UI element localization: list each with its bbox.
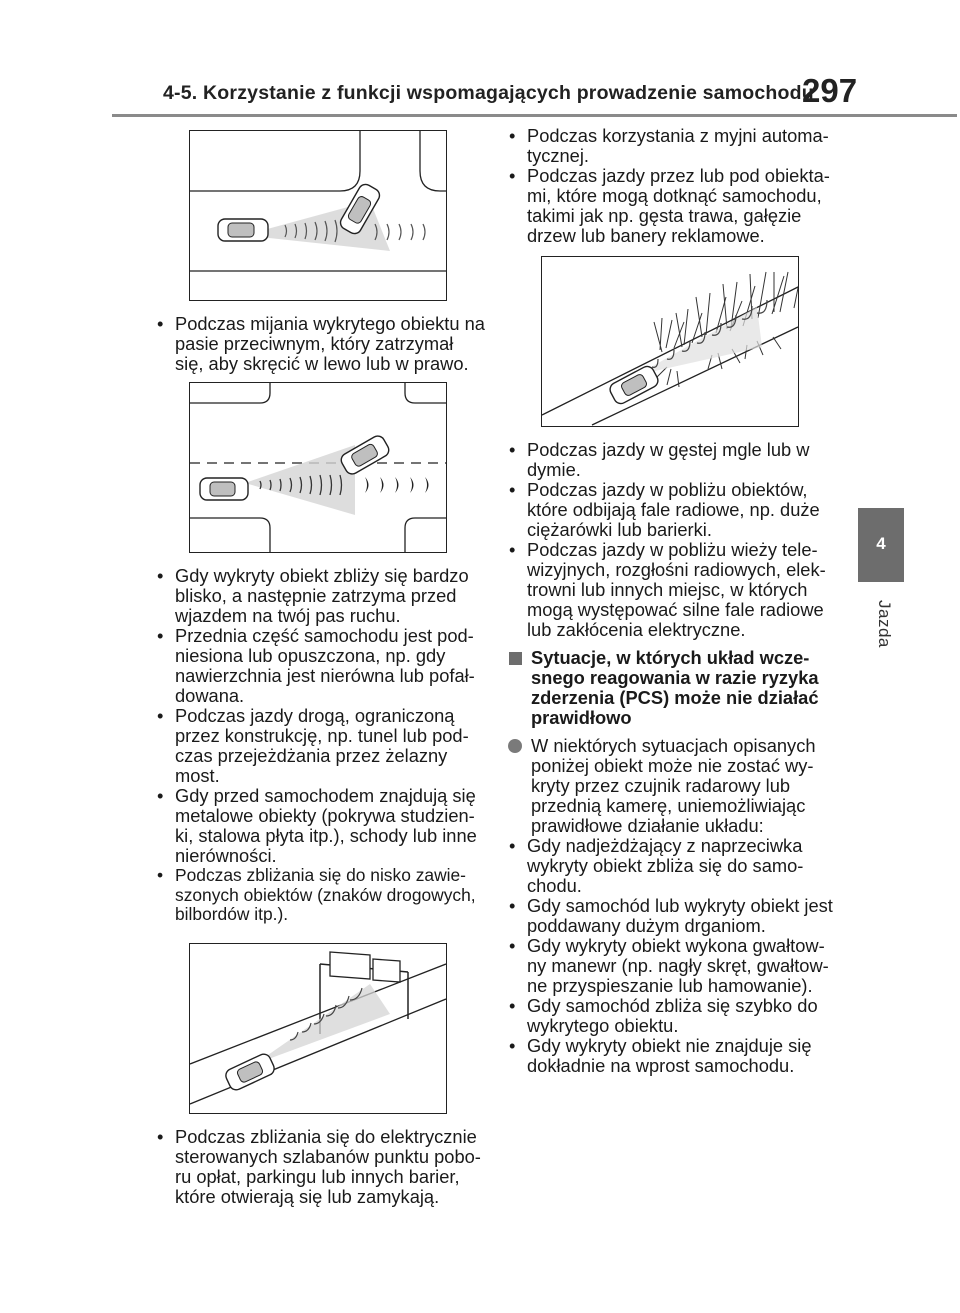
list-item: • Gdy wykryty obiekt nie znajduje się dokładnie na wprost samochodu. bbox=[507, 1036, 837, 1076]
list-item: • Podczas korzystania z myjni automa-tycznej. bbox=[507, 126, 837, 166]
list-item: • Przednia część samochodu jest pod-niesiona lub opuszczona, np. gdy nawierzchnia jest nierówna lub pofał-dowana. bbox=[155, 626, 485, 706]
right-text-block-2 bbox=[507, 440, 837, 1076]
intro-text: W niektórych sytuacjach opisanych poniżej obiekt może nie zostać wy-kryty przez czujnik radarowy lub przednią kamerę, uniemożliwiając prawidłowe działanie układu: bbox=[531, 735, 816, 836]
page-header bbox=[0, 0, 960, 120]
header-divider bbox=[112, 114, 957, 117]
list-item: • Podczas jazdy w pobliżu obiektów, które odbijają fale radiowe, np. duże ciężarówki lub barierki. bbox=[507, 480, 837, 540]
circle-bullet-icon bbox=[508, 739, 522, 753]
conditions-list bbox=[507, 836, 837, 1076]
section-heading bbox=[507, 648, 837, 728]
left-text-block-1 bbox=[155, 314, 485, 374]
list-item: • Podczas jazdy w gęstej mgle lub w dymie. bbox=[507, 440, 837, 480]
list-item: • Gdy samochód zbliża się szybko do wykrytego obiektu. bbox=[507, 996, 837, 1036]
intro-paragraph bbox=[507, 736, 837, 836]
list-item: • Gdy wykryty obiekt wykona gwałtow-ny manewr (np. nagły skręt, gwałtow-ne przyspieszanie lub hamowanie). bbox=[507, 936, 837, 996]
list-item: • Podczas jazdy drogą, ograniczoną przez konstrukcję, np. tunel lub pod-czas przejeżdżania przez żelazny most. bbox=[155, 706, 485, 786]
list-item: • Gdy przed samochodem znajdują się metalowe obiekty (pokrywa studzien-ki, stalowa płyta itp.), schody lub inne nierówności. bbox=[155, 786, 485, 866]
figure-turning-vehicle bbox=[189, 130, 447, 301]
section-title: 4-5. Korzystanie z funkcji wspomagających prowadzenie samochodu bbox=[163, 82, 814, 104]
left-text-block-3 bbox=[155, 1127, 485, 1207]
figure-vegetation bbox=[541, 256, 799, 427]
chapter-label: Jazda bbox=[875, 600, 894, 648]
left-text-block-2 bbox=[155, 566, 485, 925]
square-bullet-icon bbox=[509, 652, 522, 665]
chapter-number: 4 bbox=[876, 534, 886, 553]
list-item: • Podczas zbliżania się do nisko zawie-szonych obiektów (znaków drogowych, bilbordów itp.). bbox=[155, 866, 485, 925]
list-item: • Podczas zbliżania się do elektrycznie sterowanych szlabanów punktu pobo-ru opłat, parkingu lub innych barier, które otwierają się lub zamykają. bbox=[155, 1127, 485, 1207]
right-text-block-1 bbox=[507, 126, 837, 246]
list-item: • Podczas mijania wykrytego obiektu na pasie przeciwnym, który zatrzymał się, aby skręcić w lewo lub w prawo. bbox=[155, 314, 485, 374]
list-item: • Podczas jazdy przez lub pod obiekta-mi, które mogą dotknąć samochodu, takimi jak np. gęsta trawa, gałęzie drzew lub banery reklamowe. bbox=[507, 166, 837, 246]
list-item: • Podczas jazdy w pobliżu wieży tele-wizyjnych, rozgłośni radiowych, elek-trowni lub innych miejsc, w których mogą występować silne fale radiowe lub zakłócenia elektryczne. bbox=[507, 540, 837, 640]
page-number: 297 bbox=[802, 72, 858, 109]
list-item: • Gdy nadjeżdżający z naprzeciwka wykryty obiekt zbliża się do samo-chodu. bbox=[507, 836, 837, 896]
figure-approaching-vehicle bbox=[189, 382, 447, 553]
chapter-tab bbox=[858, 508, 904, 582]
list-item: • Gdy samochód lub wykryty obiekt jest poddawany dużym drganiom. bbox=[507, 896, 837, 936]
figure-overhead-sign bbox=[189, 943, 447, 1114]
list-item: • Gdy wykryty obiekt zbliży się bardzo blisko, a następnie zatrzyma przed wjazdem na twój pas ruchu. bbox=[155, 566, 485, 626]
section-heading-text: Sytuacje, w których układ wcze-snego reagowania w razie ryzyka zderzenia (PCS) może nie działać prawidłowo bbox=[531, 647, 819, 728]
